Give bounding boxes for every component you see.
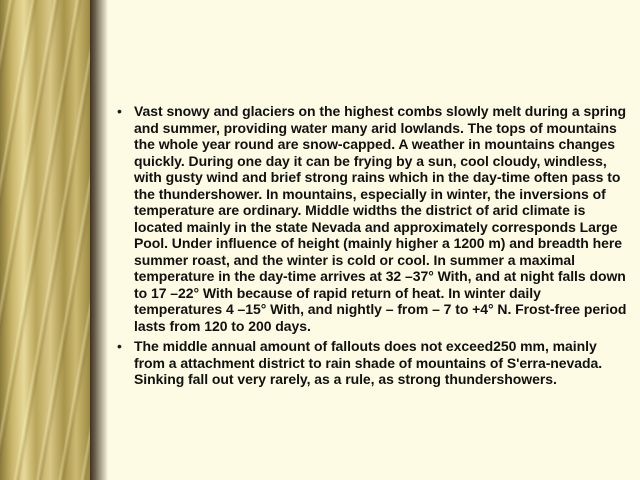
- list-item: [117, 338, 627, 388]
- bullet-text: Vast snowy and glaciers on the highest combs slowly melt during a spring and summer, providing water many arid lowlands. The tops of mountains the whole year round are snow-capped. A weather in mountains changes quickly. During one day it can be frying by a sun, cool cloudy, windless, with gusty wind and brief strong rains which in the day-time often pass to the thundershower. In mountains, especially in winter, the inversions of temperature are ordinary. Middle widths the district of arid climate is located mainly in the state Nevada and approximately corresponds Large Pool. Under influence of height (mainly higher a 1200 m) and breadth here summer roast, and the winter is cold or cool. In summer a maximal temperature in the day-time arrives at 32 –37° With, and at night falls down to 17 –22° With because of rapid return of heat. In winter daily temperatures 4 –15° With, and nightly – from – 7 to +4° N. Frost-free period lasts from 120 to 200 days.: [134, 103, 627, 334]
- bullet-list: [117, 103, 627, 392]
- list-item: [117, 103, 627, 334]
- strip-shadow: [90, 0, 108, 480]
- decorative-gold-strip: [0, 0, 90, 480]
- bullet-text: The middle annual amount of fallouts does not exceed250 mm, mainly from a attachment district to rain shade of mountains of S'erra-nevada. Sinking fall out very rarely, as a rule, as strong thundershowers.: [134, 338, 603, 387]
- bullet-dot-icon: •: [117, 103, 122, 119]
- bullet-dot-icon: •: [117, 338, 122, 354]
